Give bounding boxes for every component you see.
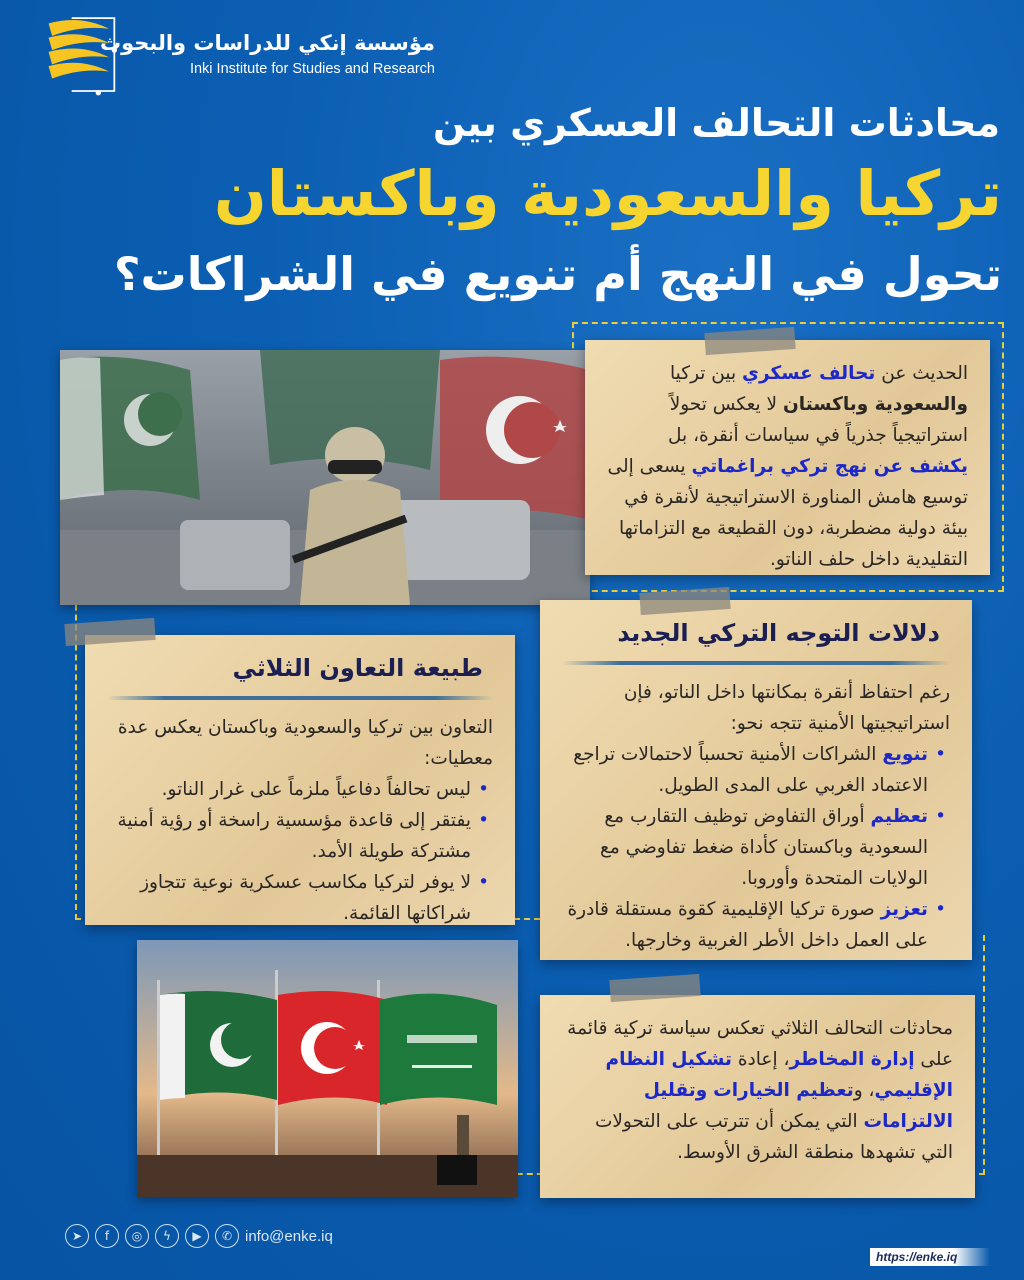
text: أوراق التفاوض توظيف التقارب مع السعودية وباكستان كأداة ضغط تفاوضي مع الولايات المتحدة وأوروبا. [600,806,928,889]
list-item [562,801,950,894]
bullet-list [107,774,493,929]
text: صورة تركيا الإقليمية كقوة مستقلة قادرة على العمل داخل الأطر الغربية وخارجها. [567,899,928,951]
highlight: تعظيم الخيارات [713,1080,854,1101]
highlight: تنويع [882,744,928,765]
conclusion-card [540,995,975,1198]
highlight: تعزيز [880,899,928,920]
youtube-icon[interactable]: ▶ [185,1224,209,1248]
list-item: • ليس تحالفاً دفاعياً ملزماً على غرار الناتو. [107,774,493,805]
text: الحديث عن [875,363,968,384]
whatsapp-icon[interactable]: ✆ [215,1224,239,1248]
highlight: وتقليل الالتزامات [643,1080,953,1132]
list-item: • لا يوفر لتركيا مكاسب عسكرية نوعية تتجاوز شراكاتها القائمة. [107,867,493,929]
org-name-arabic: مؤسسة إنكي للدراسات والبحوث [99,31,435,55]
social-icons [65,1224,239,1248]
telegram-icon[interactable]: ➤ [65,1224,89,1248]
title-line-2: تركيا والسعودية وباكستان [213,157,1002,230]
messenger-icon[interactable]: ϟ [155,1224,179,1248]
section-intro: رغم احتفاظ أنقرة بمكانتها داخل الناتو، فإن استراتيجيتها الأمنية تتجه نحو: [623,682,950,734]
list-item: • يفتقر إلى قاعدة مؤسسية راسخة أو رؤية أمنية مشتركة طويلة الأمد. [107,805,493,867]
text: التي يمكن أن تترتب على التحولات التي تشهدها منطقة الشرق الأوسط. [594,1111,953,1163]
section-title: دلالات التوجه التركي الجديد [617,619,940,647]
text: يسعى إلى توسيع هامش المناورة الاستراتيجية لأنقرة في بيئة دولية مضطربة، دون القطيعة مع التزاماتها التقليدية داخل حلف الناتو. [607,456,968,570]
highlight: يكشف عن نهج تركي براغماتي [691,456,968,477]
highlight: إدارة المخاطر [789,1049,915,1070]
conclusion-text [562,1009,953,1168]
divider [562,661,950,665]
trilateral-card [85,635,515,925]
text: بين تركيا [670,363,743,384]
title-line-1: محادثات التحالف العسكري بين [432,101,1000,145]
intro-card [585,340,990,575]
divider [107,696,493,700]
instagram-icon[interactable]: ◎ [125,1224,149,1248]
highlight: تشكيل النظام الإقليمي [605,1049,953,1101]
website-link[interactable]: https://enke.iq [870,1248,990,1266]
highlight: تحالف عسكري [742,363,876,384]
facebook-icon[interactable]: f [95,1224,119,1248]
text: محادثات التحالف الثلاثي تعكس سياسة تركية قائمة على [567,1018,953,1070]
highlight: تعظيم [870,806,928,827]
soldier-flags-photo [60,350,590,605]
section-title: طبيعة التعاون الثلاثي [232,654,483,682]
text: لا يعكس تحولاً استراتيجياً جذرياً في سياسات أنقرة، بل [668,394,968,446]
text: ، و [853,1080,875,1101]
list-item [562,739,950,801]
text: ، إعادة [731,1049,790,1070]
text: الشراكات الأمنية تحسباً لاحتمالات تراجع الاعتماد الغربي على المدى الطويل. [573,744,928,796]
flags-photo [137,940,518,1197]
email-link[interactable]: info@enke.iq [245,1228,333,1245]
inki-logo [45,14,125,104]
intro-text [607,354,968,575]
org-name-english: Inki Institute for Studies and Research [189,61,435,77]
list-item [562,894,950,956]
bullet-list [562,739,950,956]
section-intro: التعاون بين تركيا والسعودية وباكستان يعكس عدة معطيات: [117,717,493,769]
title-line-3: تحول في النهج أم تنويع في الشراكات؟ [113,247,1002,301]
turkish-direction-card [540,600,972,960]
bold-text: والسعودية وباكستان [782,394,968,415]
